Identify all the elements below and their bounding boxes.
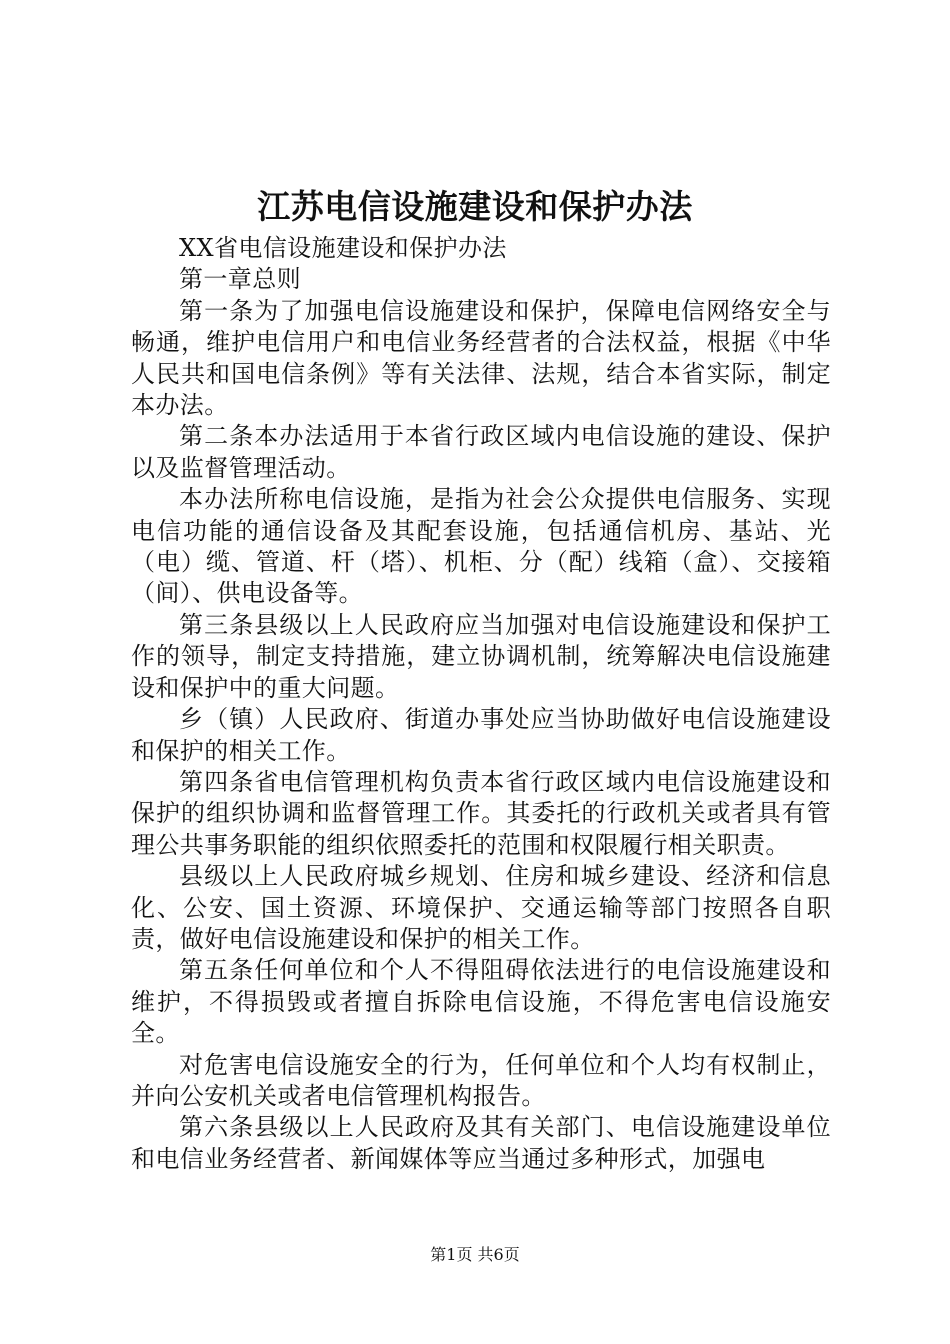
paragraph-article-4: 第四条省电信管理机构负责本省行政区域内电信设施建设和保护的组织协调和监督管理工作。其委托的行政机关或者具有管理公共事务职能的组织依照委托的范围和权限履行相关职责。 [131,767,831,859]
paragraph-article-3: 第三条县级以上人民政府应当加强对电信设施建设和保护工作的领导，制定支持措施，建立协调机制，统筹解决电信设施建设和保护中的重大问题。 [131,610,831,702]
paragraph-article-3-township: 乡（镇）人民政府、街道办事处应当协助做好电信设施建设和保护的相关工作。 [131,705,831,765]
paragraph-subtitle: XX省电信设施建设和保护办法 [179,234,507,262]
paragraph-article-6: 第六条县级以上人民政府及其有关部门、电信设施建设单位和电信业务经营者、新闻媒体等应当通过多种形式，加强电 [131,1113,831,1173]
paragraph-article-2-definition: 本办法所称电信设施，是指为社会公众提供电信服务、实现电信功能的通信设备及其配套设施，包括通信机房、基站、光（电）缆、管道、杆（塔）、机柜、分（配）线箱（盒）、交接箱（间）、供电设备等。 [131,485,831,608]
page-number-footer: 第1页 共6页 [430,1245,520,1264]
paragraph-article-1: 第一条为了加强电信设施建设和保护，保障电信网络安全与畅通，维护电信用户和电信业务经营者的合法权益，根据《中华人民共和国电信条例》等有关法律、法规，结合本省实际，制定本办法。 [131,296,831,420]
paragraph-article-4-departments: 县级以上人民政府城乡规划、住房和城乡建设、经济和信息化、公安、国土资源、环境保护、交通运输等部门按照各自职责，做好电信设施建设和保护的相关工作。 [131,862,831,953]
paragraph-article-2: 第二条本办法适用于本省行政区域内电信设施的建设、保护以及监督管理活动。 [131,422,831,482]
document-body [131,233,831,1175]
paragraph-article-5-reporting: 对危害电信设施安全的行为，任何单位和个人均有权制止，并向公安机关或者电信管理机构报告。 [131,1050,831,1110]
paragraph-article-5: 第五条任何单位和个人不得阻碍依法进行的电信设施建设和维护，不得损毁或者擅自拆除电信设施，不得危害电信设施安全。 [131,956,831,1048]
document-title: 江苏电信设施建设和保护办法 [257,187,693,226]
paragraph-chapter-heading: 第一章总则 [179,265,301,294]
